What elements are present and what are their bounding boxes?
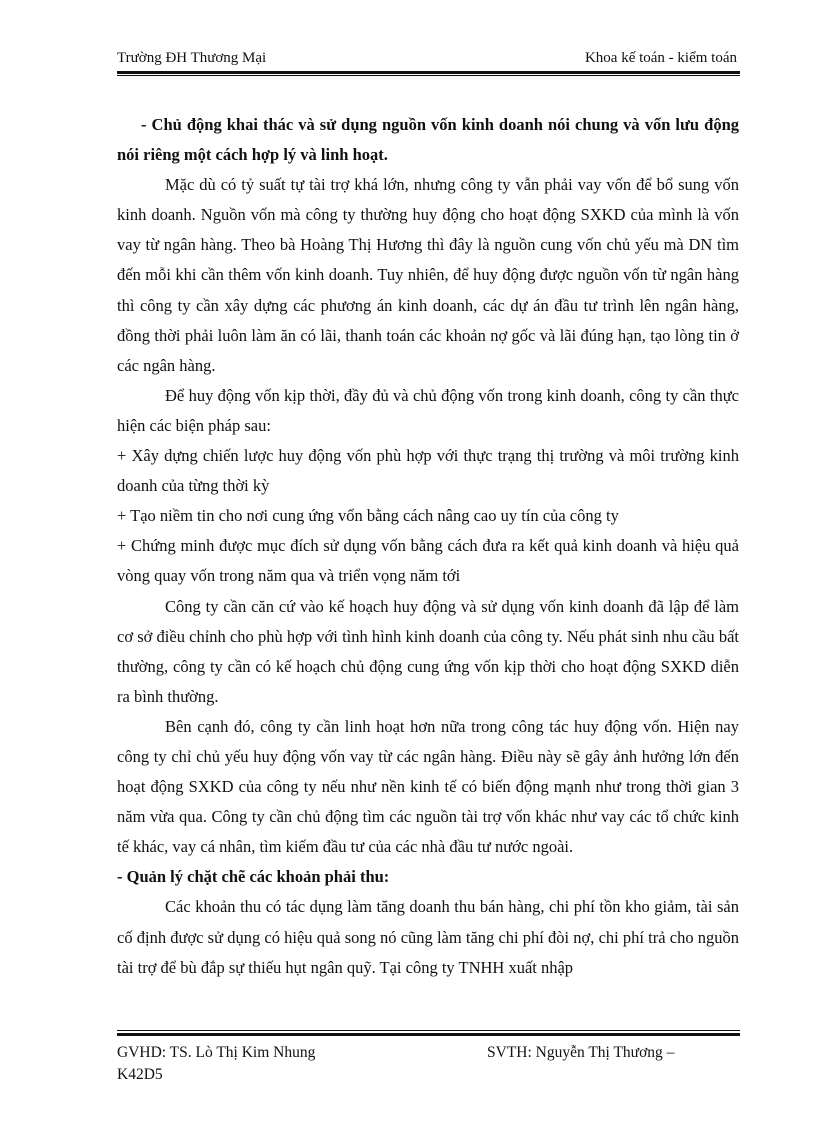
footer-rule-thin [117,1030,740,1031]
document-body [117,110,739,983]
footer-rule-thick [117,1033,740,1036]
header-rule-thick [117,71,740,74]
section-heading-capital: - Chủ động khai thác và sử dụng nguồn vốn kinh doanh nói chung và vốn lưu động nói riêng một cách hợp lý và linh hoạt. [117,115,739,165]
paragraph-plan: Công ty cần căn cứ vào kế hoạch huy động và sử dụng vốn kinh doanh đã lập để làm cơ sở điều chỉnh cho phù hợp với tình hình kinh doanh của công ty. Nếu phát sinh nhu cầu bất thường, công ty cần có kế hoạch chủ động cung ứng vốn kịp thời cho hoạt động SXKD diễn ra bình thường. [117,596,739,706]
section-heading-receivables: - Quản lý chặt chẽ các khoản phải thu: [117,867,390,887]
header-school: Trường ĐH Thương Mại [117,50,267,66]
footer-class: K42D5 [117,1066,163,1083]
footer-student: SVTH: Nguyễn Thị Thương – [487,1044,675,1061]
paragraph-flexibility: Bên cạnh đó, công ty cần linh hoạt hơn nữa trong công tác huy động vốn. Hiện nay công ty chỉ chủ yếu huy động vốn vay từ các ngân hàng. Điều này sẽ gây ảnh hưởng lớn đến hoạt động SXKD của công ty nếu như nền kinh tế có biến động mạnh như trong thời gian 3 năm vừa qua. Công ty cần chủ động tìm các nguồn tài trợ vốn khác như vay các tổ chức kinh tế khác, vay cá nhân, tìm kiếm đầu tư của các nhà đầu tư nước ngoài. [117,716,739,857]
bullet-proof: + Chứng minh được mục đích sử dụng vốn bằng cách đưa ra kết quả kinh doanh và hiệu quả vòng quay vốn trong năm qua và triển vọng năm tới [117,536,739,586]
paragraph-borrowing: Mặc dù có tỷ suất tự tài trợ khá lớn, nhưng công ty vẫn phải vay vốn để bổ sung vốn kinh doanh. Nguồn vốn mà công ty thường huy động cho hoạt động SXKD của mình là vốn vay từ ngân hàng. Theo bà Hoàng Thị Hương thì đây là nguồn cung vốn chủ yếu mà DN tìm đến mỗi khi cần thêm vốn kinh doanh. Tuy nhiên, để huy động được nguồn vốn từ ngân hàng thì công ty cần xây dựng các phương án kinh doanh, các dự án đầu tư trình lên ngân hàng, đồng thời phải luôn làm ăn có lãi, thanh toán các khoản nợ gốc và lãi đúng hạn, tạo lòng tin ở các ngân hàng. [117,175,739,375]
header-faculty: Khoa kế toán - kiểm toán [584,50,737,66]
page-header [117,48,739,70]
paragraph-measures-intro: Để huy động vốn kịp thời, đầy đủ và chủ động vốn trong kinh doanh, công ty cần thực hiện các biện pháp sau: [117,385,739,435]
header-rule-thin [117,75,740,76]
footer-supervisor: GVHD: TS. Lò Thị Kim Nhung [117,1044,316,1061]
bullet-trust: + Tạo niềm tin cho nơi cung ứng vốn bằng cách nâng cao uy tín của công ty [117,506,619,526]
bullet-strategy: + Xây dựng chiến lược huy động vốn phù hợp với thực trạng thị trường và môi trường kinh doanh của từng thời kỳ [117,446,739,496]
paragraph-receivables: Các khoản thu có tác dụng làm tăng doanh thu bán hàng, chi phí tồn kho giảm, tài sản cố định được sử dụng có hiệu quả song nó cũng làm tăng chi phí đòi nợ, chi phí trả cho nguồn tài trợ để bù đắp sự thiếu hụt ngân quỹ. Tại công ty TNHH xuất nhập [117,897,739,977]
